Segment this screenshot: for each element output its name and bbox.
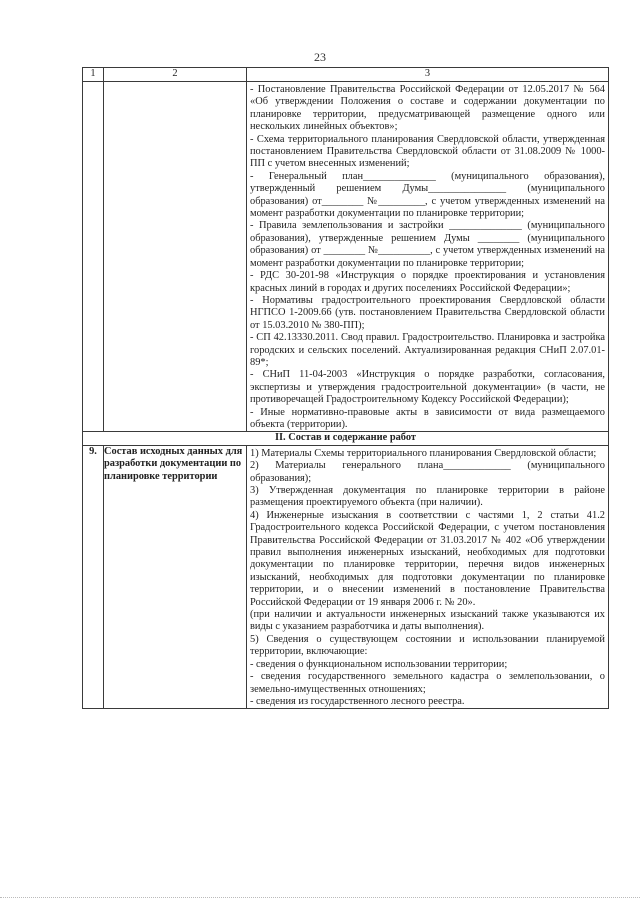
header-col-3: 3 bbox=[247, 68, 609, 82]
paragraph: 5) Сведения о существующем состоянии и использовании планируемой территории, включающие: bbox=[250, 633, 605, 658]
row-9-content bbox=[247, 445, 609, 709]
paragraph: - Постановление Правительства Российской Федерации от 12.05.2017 № 564 «Об утверждении Положения о составе и содержании документации по планировке территории, предусматривающей размещение одного или нескольких линейных объектов»; bbox=[250, 84, 605, 133]
header-col-1: 1 bbox=[83, 68, 104, 82]
row-continued-number bbox=[83, 82, 104, 432]
header-col-2: 2 bbox=[104, 68, 247, 82]
paragraph: - сведения о функциональном использовании территории; bbox=[250, 658, 508, 670]
section-row bbox=[83, 432, 609, 445]
row-9-number: 9. bbox=[83, 445, 104, 709]
row-9-name: Состав исходных данных для разработки документации по планировке территории bbox=[104, 445, 247, 709]
paragraph: - Нормативы градостроительного проектирования Свердловской области НГПСО 1-2009.66 (утв. постановлением Правительства Свердловской области от 15.03.2010 № 380-ПП); bbox=[250, 294, 605, 331]
table-row-continued bbox=[83, 82, 609, 432]
requirements-table bbox=[82, 67, 609, 709]
paragraph: - СНиП 11-04-2003 «Инструкция о порядке разработки, согласования, экспертизы и утверждения градостроительной документации» (в части, не противоречащей Градостроительному Кодексу Российской Федерации); bbox=[250, 369, 605, 406]
paragraph: (при наличии и актуальности инженерных изысканий также указываются их виды с указанием разработчика и даты выполнения). bbox=[250, 609, 605, 633]
table-header-row bbox=[83, 68, 609, 82]
table-row-9 bbox=[83, 445, 609, 709]
row-continued-content bbox=[247, 82, 609, 432]
paragraph: - Схема территориального планирования Свердловской области, утвержденная постановлением Правительства Свердловской области от 31.08.2009 № 1000-ПП с учетом внесенных изменений; bbox=[250, 133, 605, 170]
row-continued-name bbox=[104, 82, 247, 432]
paragraph: - СП 42.13330.2011. Свод правил. Градостроительство. Планировка и застройка городских и сельских поселений. Актуализированная редакция СНиП 2.07.01-89*; bbox=[250, 332, 605, 368]
paragraph: - сведения государственного земельного кадастра о землепользовании, о земельно-имущественных отношениях; bbox=[250, 671, 605, 695]
paragraph: - РДС 30-201-98 «Инструкция о порядке проектирования и установления красных линий в городах и других поселениях Российской Федерации»; bbox=[250, 270, 605, 294]
paragraph: 4) Инженерные изыскания в соответствии с частями 1, 2 статьи 41.2 Градостроительного кодекса Российской Федерации, с учетом постановления Правительства Российской Федерации от 31.03.2017 № 402 «Об утверждении правил выполнения инженерных изысканий, необходимых для подготовки документации по планировке территории, перечня видов инженерных изысканий, необходимых для подготовки документации по планировке территории, и о внесении изменений в постановление Правительства Российской Федерации от 19 января 2006 г. № 20». bbox=[250, 509, 605, 608]
paragraph: - Иные нормативно-правовые акты в зависимости от вида размещаемого объекта (территории). bbox=[250, 406, 605, 430]
scan-edge bbox=[0, 897, 640, 900]
paragraph: - Правила землепользования и застройки ______________ (муниципального образования), утвержденные решением Думы ________ (муниципального образования) от ________ №__________, с учетом утвержденных изменений на момент разработки документации по планировке территории; bbox=[250, 220, 605, 269]
page-number: 23 bbox=[314, 50, 326, 64]
paragraph: 3) Утвержденная документация по планировке территории в районе размещения проектируемого объекта (при наличии). bbox=[250, 485, 605, 509]
section-title: II. Состав и содержание работ bbox=[83, 432, 609, 445]
paragraph: 1) Материалы Схемы территориального планирования Свердловской области; bbox=[250, 447, 597, 459]
paragraph: 2) Материалы генерального плана_____________ (муниципального образования); bbox=[250, 460, 605, 484]
paragraph: - Генеральный план______________ (муниципального образования), утвержденный решением Думы_______________ (муниципального образования) от________ №_________, с учетом утвержденных изменений на момент разработки документации по планировке территории; bbox=[250, 170, 605, 220]
paragraph: - сведения из государственного лесного реестра. bbox=[250, 695, 465, 707]
